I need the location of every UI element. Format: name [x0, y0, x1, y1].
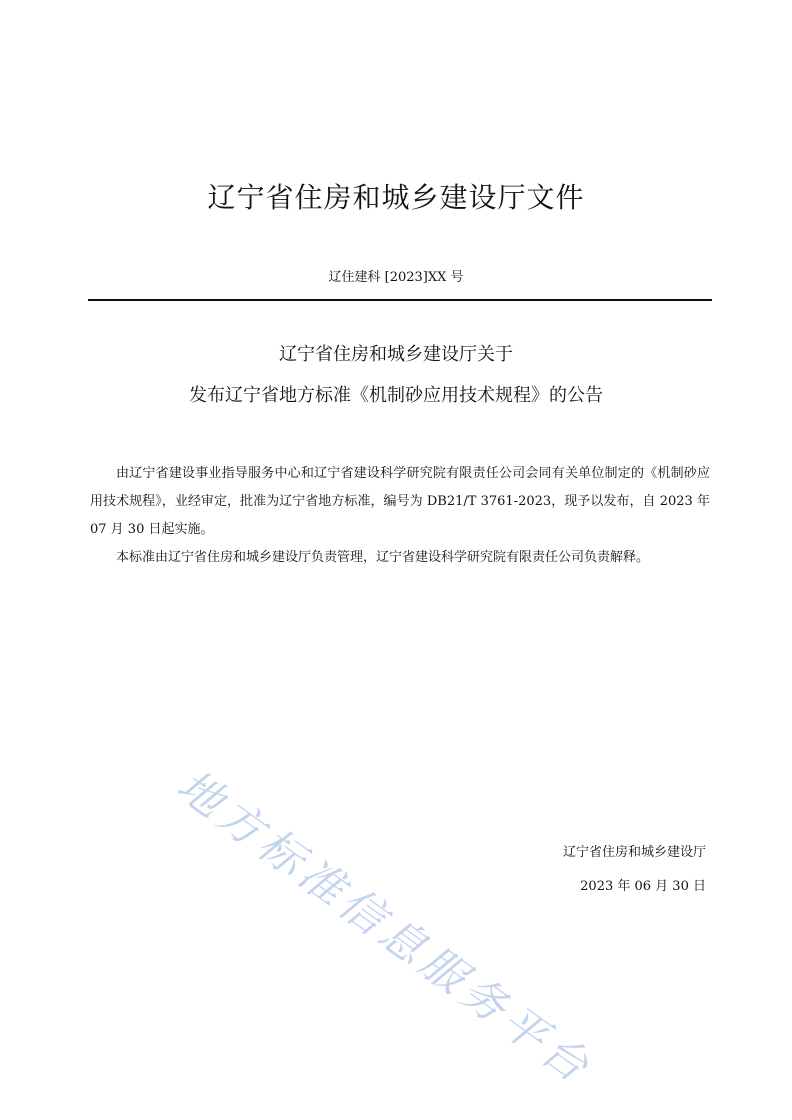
document-title-line-2: 发布辽宁省地方标准《机制砂应用技术规程》的公告 — [189, 385, 603, 406]
document-number: 辽住建科 [2023]XX 号 — [328, 270, 464, 285]
body-paragraph-1: 由辽宁省建设事业指导服务中心和辽宁省建设科学研究院有限责任公司会同有关单位制定的《机制砂应用技术规程》，业经审定，批准为辽宁省地方标准，编号为 DB21/T 3761-2023，现予以发布，自 2023 年 07 月 30 日起实施。 — [90, 466, 710, 537]
document-header: 辽宁省住房和城乡建设厅文件 — [207, 181, 585, 214]
signature-organization: 辽宁省住房和城乡建设厅 — [562, 845, 706, 860]
document-title-line-1: 辽宁省住房和城乡建设厅关于 — [279, 344, 513, 365]
document-body — [90, 460, 710, 572]
signature-date: 2023 年 06 月 30 日 — [580, 879, 706, 894]
header-divider — [88, 299, 712, 301]
signature-block — [563, 836, 706, 904]
watermark-text: 地方标准信息服务平台 — [167, 760, 602, 1096]
body-paragraph-2: 本标准由辽宁省住房和城乡建设厅负责管理，辽宁省建设科学研究院有限责任公司负责解释。 — [116, 550, 650, 565]
